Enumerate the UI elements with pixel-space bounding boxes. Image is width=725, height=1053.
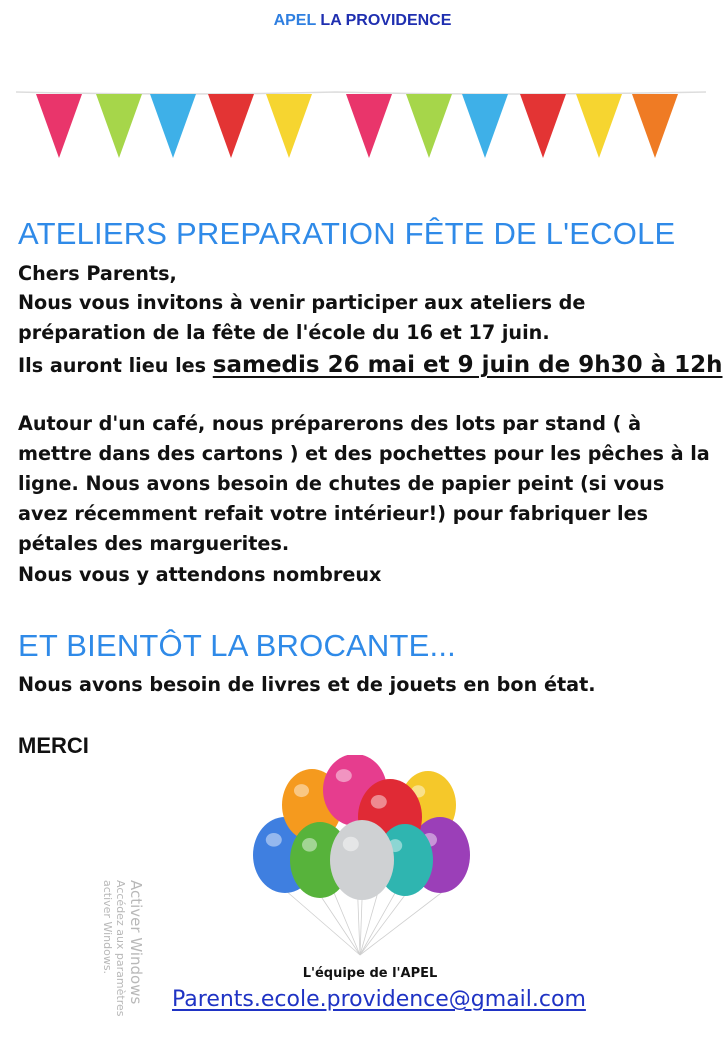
bunting-flag	[96, 94, 142, 158]
header-org-part2: LA PROVIDENCE	[320, 12, 452, 29]
balloon-highlight	[294, 784, 309, 797]
email-link[interactable]: Parents.ecole.providence@gmail.com	[172, 987, 586, 1012]
watermark-line1: Activer Windows	[127, 880, 145, 1005]
team-signature: L'équipe de l'APEL	[302, 966, 438, 981]
invitation-text: Nous vous invitons à venir participer aux ateliers de préparation de la fête de l'école du 16 et 17 juin.	[18, 291, 586, 344]
waiting-text: Nous vous y attendons nombreux	[18, 563, 382, 586]
bunting-garland	[16, 90, 706, 162]
bunting-flag	[346, 94, 392, 158]
balloon-highlight	[266, 833, 282, 847]
workshops-title: ATELIERS PREPARATION FÊTE DE L'ECOLE	[18, 216, 676, 251]
thanks-text: MERCI	[18, 733, 89, 758]
bunting-flag	[462, 94, 508, 158]
windows-activation-watermark	[101, 880, 145, 1017]
bunting-flag	[406, 94, 452, 158]
header-org-part1: APEL	[273, 12, 316, 29]
bunting-flag	[150, 94, 196, 158]
dates-line	[18, 350, 723, 381]
watermark-line2: Accédez aux paramètres	[114, 880, 127, 1017]
bunting-flag	[520, 94, 566, 158]
dates-highlight: samedis 26 mai et 9 juin de 9h30 à 12h	[212, 352, 723, 378]
watermark-line3: activer Windows.	[101, 880, 114, 975]
balloon-highlight	[302, 838, 317, 852]
balloons-image	[250, 755, 480, 965]
bunting-flag	[208, 94, 254, 158]
bunting-flag	[632, 94, 678, 158]
bunting-flag	[576, 94, 622, 158]
balloon-highlight	[343, 837, 359, 851]
brocante-need-text: Nous avons besoin de livres et de jouets en bon état.	[18, 673, 596, 696]
balloon	[330, 820, 394, 900]
balloon-highlight	[336, 769, 352, 782]
dates-intro: Ils auront lieu les	[18, 354, 213, 377]
cafe-text: Autour d'un café, nous préparerons des lots par stand ( à mettre dans des cartons ) et des pochettes pour les pêches à la ligne. Nous avons besoin de chutes de papier peint (si vous avez récemment refait votre intérieur!) pour fabriquer les pétales des marguerites.	[18, 412, 710, 555]
brocante-title: ET BIENTÔT LA BROCANTE...	[18, 628, 456, 663]
header	[0, 12, 725, 30]
balloon-highlight	[371, 795, 387, 809]
bunting-flag	[266, 94, 312, 158]
greeting: Chers Parents,	[18, 262, 177, 285]
bunting-flag	[36, 94, 82, 158]
